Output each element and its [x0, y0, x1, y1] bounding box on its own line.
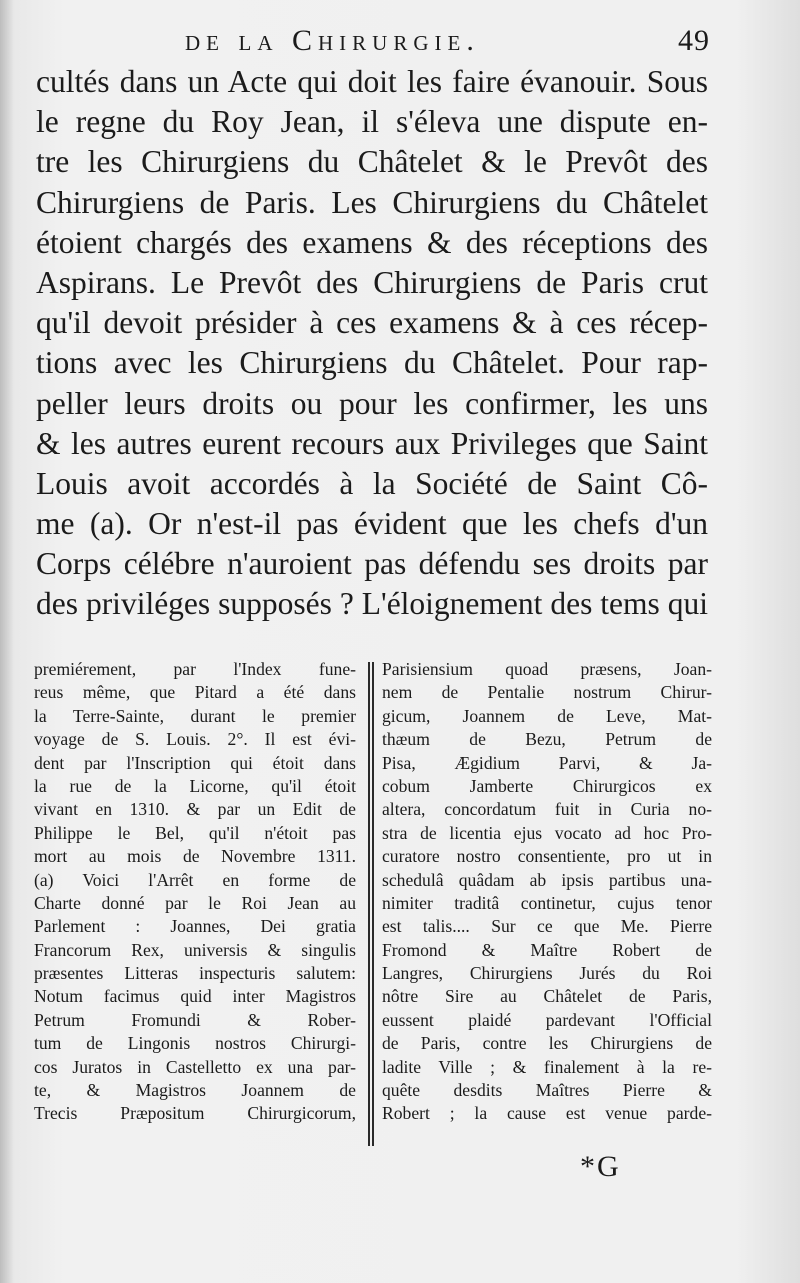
footnote-line: Charte donné par le Roi Jean au: [34, 892, 356, 913]
running-head: [185, 18, 770, 64]
footnote-line: Philippe le Bel, qu'il n'étoit pas: [34, 822, 356, 843]
footnote-line: Trecis Præpositum Chirurgicorum,: [34, 1103, 356, 1124]
main-text-line: & les autres eurent recours aux Privileges que Saint: [36, 425, 708, 461]
footnote-line: Fromond & Maître Robert de: [382, 939, 712, 960]
footnote-column-left: [34, 658, 356, 1126]
footnote-line: premiérement, par l'Index fune-: [34, 659, 356, 679]
footnote-line: la rue de la Licorne, qu'il étoit: [34, 775, 356, 796]
signature-mark: *G: [580, 1150, 621, 1183]
footnote-line: (a) Voici l'Arrêt en forme de: [34, 869, 356, 890]
footnote-line: est talis.... Sur ce que Me. Pierre: [382, 916, 712, 937]
footnote-line: Langres, Chirurgiens Jurés du Roi: [382, 963, 712, 984]
footnote-line: te, & Magistros Joannem de: [34, 1080, 356, 1101]
footnote-line: eussent plaidé pardevant l'Official: [382, 1009, 712, 1030]
footnote-line: reus même, que Pitard a été dans: [34, 682, 356, 703]
footnote-column-right: [382, 658, 712, 1126]
main-text-line: Corps célébre n'auroient pas défendu ses droits par: [36, 546, 708, 582]
main-text-line: Aspirans. Le Prevôt des Chirurgiens de Paris crut: [36, 264, 708, 300]
main-text-line: Louis avoit accordés à la Société de Saint Cô-: [36, 465, 708, 501]
footnote-line: stra de licentia ejus vocato ad hoc Pro-: [382, 822, 712, 843]
main-text-line: Chirurgiens de Paris. Les Chirurgiens du Châtelet: [36, 184, 708, 220]
footnote-line: nôtre Sire au Châtelet de Paris,: [382, 986, 712, 1007]
main-text-block: [36, 62, 708, 625]
footnote-line: thæum de Bezu, Petrum de: [382, 729, 712, 750]
main-text-line: des priviléges supposés ? L'éloignement des tems qui: [36, 586, 708, 622]
main-text-line: peller leurs droits ou pour les confirmer, les uns: [36, 385, 708, 421]
footnote-line: altera, concordatum fuit in Curia no-: [382, 799, 712, 820]
footnote-line: nem de Pentalie nostrum Chirur-: [382, 682, 712, 703]
footnote-line: gicum, Joannem de Leve, Mat-: [382, 705, 712, 726]
footnote-line: Robert ; la cause est venue parde-: [382, 1103, 712, 1124]
main-text-line: tre les Chirurgiens du Châtelet & le Prevôt des: [36, 144, 708, 180]
footnote-line: tum de Lingonis nostros Chirurgi-: [34, 1033, 356, 1054]
footnote-line: nimiter traditâ continetur, cujus tenor: [382, 892, 712, 913]
column-divider: [368, 662, 374, 1146]
footnote-line: Pisa, Ægidium Parvi, & Ja-: [382, 752, 712, 773]
page-number: 49: [678, 24, 710, 57]
footnote-line: præsentes Litteras inspecturis salutem:: [34, 963, 356, 984]
footnote-line: de Paris, contre les Chirurgiens de: [382, 1033, 712, 1054]
footnote-line: Parisiensium quoad præsens, Joan-: [382, 659, 712, 679]
footnote-line: Parlement : Joannes, Dei gratia: [34, 916, 356, 937]
footnote-line: vivant en 1310. & par un Edit de: [34, 799, 356, 820]
footnote-line: cos Juratos in Castelletto ex una par-: [34, 1056, 356, 1077]
main-text-line: cultés dans un Acte qui doit les faire évanouir. Sous: [36, 64, 708, 99]
footnote-line: quête desdits Maîtres Pierre &: [382, 1080, 712, 1101]
footnote-line: ladite Ville ; & finalement à la re-: [382, 1056, 712, 1077]
main-text-line: me (a). Or n'est-il pas évident que les chefs d'un: [36, 506, 708, 542]
main-text-line: tions avec les Chirurgiens du Châtelet. Pour rap-: [36, 345, 708, 381]
footnote-line: mort au mois de Novembre 1311.: [34, 846, 356, 867]
main-text-line: le regne du Roy Jean, il s'éleva une dispute en-: [36, 104, 708, 140]
footnote-line: Petrum Fromundi & Rober-: [34, 1009, 356, 1030]
footnote-line: dent par l'Inscription qui étoit dans: [34, 752, 356, 773]
running-title: de la Chirurgie.: [185, 24, 480, 57]
footnote-line: schedulâ quâdam ab ipsis partibus una-: [382, 869, 712, 890]
footnote-line: curatore nostro consentiente, pro ut in: [382, 846, 712, 867]
footnote-line: Notum facimus quid inter Magistros: [34, 986, 356, 1007]
spine-shadow: [0, 0, 14, 1283]
footnote-line: Francorum Rex, universis & singulis: [34, 939, 356, 960]
footnotes-section: [34, 658, 712, 1158]
main-text-line: étoient chargés des examens & des réceptions des: [36, 224, 708, 260]
footnote-line: cobum Jamberte Chirurgicos ex: [382, 775, 712, 796]
footnote-line: la Terre-Sainte, durant le premier: [34, 705, 356, 726]
footnote-line: voyage de S. Louis. 2°. Il est évi-: [34, 729, 356, 750]
main-text-line: qu'il devoit présider à ces examens & à ces récep-: [36, 305, 708, 341]
